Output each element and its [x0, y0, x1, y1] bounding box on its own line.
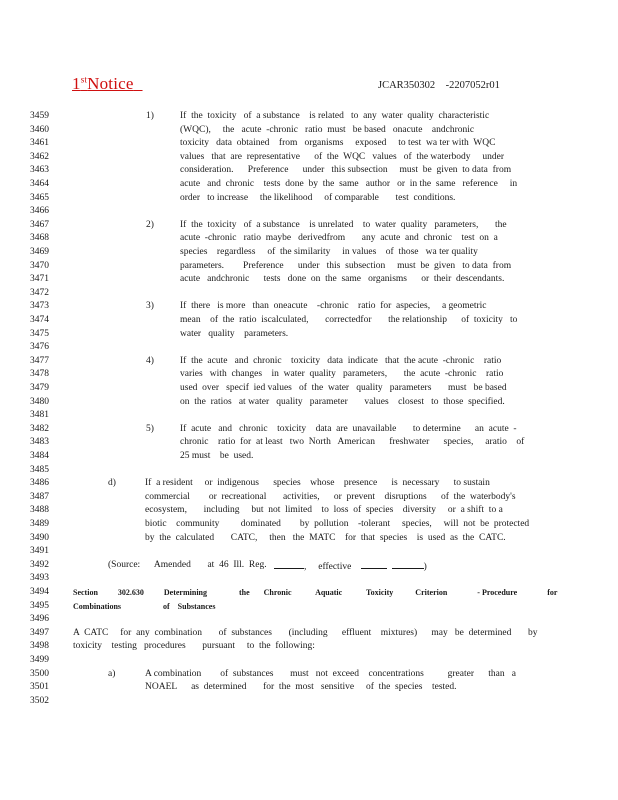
line-number: 3484 [30, 451, 49, 461]
document-line-text: If the acute and chronic toxicity data indicate that the acute -chronic ratio [180, 356, 502, 366]
line-number: 3466 [30, 206, 49, 216]
document-line-text: If the toxicity of a substance is unrelated to water quality parameters, the [180, 220, 507, 230]
document-line-text: by the calculated CATC, then the MATC for that species is used as the CATC. [145, 533, 506, 543]
line-number: 3479 [30, 383, 49, 393]
document-line-text: A combination of substances must not exceed concentrations greater than a [145, 669, 516, 679]
document-line-text: chronic ratio for at least two North American freshwater species, aratio of [180, 437, 525, 447]
document-line-text: order to increase the likelihood of comparable test conditions. [180, 193, 456, 203]
line-number: 3488 [30, 505, 49, 515]
line-number: 3478 [30, 369, 49, 379]
document-line-text: If a resident or indigenous species whose presence is necessary to sustain [145, 478, 490, 488]
line-number: 3499 [30, 655, 49, 665]
document-line-text: 25 must be used. [180, 451, 254, 461]
notice-superscript: st [80, 74, 88, 85]
line-number: 3494 [30, 587, 49, 597]
line-number: 3497 [30, 628, 49, 638]
document-line-text: NOAEL as determined for the most sensitive of the species tested. [145, 682, 457, 692]
line-number: 3496 [30, 614, 49, 624]
line-number: 3500 [30, 669, 49, 679]
line-number: 3480 [30, 397, 49, 407]
document-line-text: toxicity testing procedures pursuant to the following: [73, 641, 315, 651]
notice-word: Notice [87, 74, 134, 93]
effective-date-blank-1 [361, 560, 387, 569]
document-line-text: If acute and chronic toxicity data are unavailable to determine an acute - [180, 424, 517, 434]
line-number: 3490 [30, 533, 49, 543]
document-line-text: water quality parameters. [180, 329, 289, 339]
line-number: 3475 [30, 329, 49, 339]
document-line-text: commercial or recreational activities, or prevent disruptions of the waterbody's [145, 492, 516, 502]
document-code: JCAR350302 -2207052r01 [378, 80, 500, 91]
line-number: 3498 [30, 641, 49, 651]
line-number: 3477 [30, 356, 49, 366]
document-line-text: Section 302.630 Determining the Chronic Aquatic Toxicity Criterion - Procedure for [73, 588, 558, 597]
date-blank [274, 560, 304, 569]
line-number: 3469 [30, 247, 49, 257]
line-number: 3467 [30, 220, 49, 230]
line-number: 3491 [30, 546, 49, 556]
line-number: 3474 [30, 315, 49, 325]
line-number: 3482 [30, 424, 49, 434]
source-blanks [274, 560, 427, 573]
line-number: 3486 [30, 478, 49, 488]
document-line-text: (Source: Amended at 46 Ill. Reg. [108, 560, 267, 570]
line-number: 3483 [30, 437, 49, 447]
list-marker: 5) [146, 424, 154, 434]
line-number: 3485 [30, 465, 49, 475]
document-line-text: consideration. Preference under this subsection must be given to data from [180, 165, 512, 175]
list-marker: a) [108, 669, 116, 679]
document-line-text: (WQC), the acute -chronic ratio must be based onacute andchronic [180, 125, 475, 135]
line-number: 3476 [30, 342, 49, 352]
source-effective: effective [318, 562, 352, 572]
line-number: 3502 [30, 696, 49, 706]
list-marker: d) [108, 478, 116, 488]
line-number: 3489 [30, 519, 49, 529]
list-marker: 2) [146, 220, 154, 230]
source-comma: , [304, 562, 307, 572]
document-line-text: acute -chronic ratio maybe derivedfrom any acute and chronic test on a [180, 233, 498, 243]
line-number: 3492 [30, 560, 49, 570]
line-number: 3460 [30, 125, 49, 135]
notice-heading [72, 74, 143, 94]
source-close-paren: ) [423, 562, 427, 572]
document-line-text: values that are representative of the WQC values of the waterbody under [180, 152, 505, 162]
line-number: 3493 [30, 573, 49, 583]
line-number: 3487 [30, 492, 49, 502]
line-number: 3468 [30, 233, 49, 243]
effective-date-blank-2 [392, 560, 424, 569]
document-line-text: parameters. Preference under this subsection must be given to data from [180, 261, 512, 271]
line-number: 3472 [30, 288, 49, 298]
line-number: 3465 [30, 193, 49, 203]
line-number: 3495 [30, 601, 49, 611]
document-line-text: A CATC for any combination of substances (including effluent mixtures) may be determined by [73, 628, 538, 638]
document-line-text: If there is more than oneacute -chronic ratio for aspecies, a geometric [180, 301, 487, 311]
line-number: 3462 [30, 152, 49, 162]
line-number: 3461 [30, 138, 49, 148]
line-number: 3501 [30, 682, 49, 692]
document-line-text: varies with changes in water quality parameters, the acute -chronic ratio [180, 369, 504, 379]
line-number: 3471 [30, 274, 49, 284]
document-line-text: species regardless of the similarity in values of those wa ter quality [180, 247, 478, 257]
document-line-text: Combinations of Substances [73, 602, 216, 611]
document-line-text: ecosystem, including but not limited to loss of species diversity or a shift to a [145, 505, 503, 515]
line-number: 3463 [30, 165, 49, 175]
document-line-text: acute and chronic tests done by the same author or in the same reference in [180, 179, 518, 189]
list-marker: 1) [146, 111, 154, 121]
document-line-text: If the toxicity of a substance is related to any water quality characteristic [180, 111, 490, 121]
line-number: 3481 [30, 410, 49, 420]
document-line-text: acute andchronic tests done on the same organisms or their descendants. [180, 274, 505, 284]
document-line-text: toxicity data obtained from organisms exposed to test wa ter with WQC [180, 138, 496, 148]
document-line-text: biotic community dominated by pollution -tolerant species, will not be protected [145, 519, 530, 529]
list-marker: 3) [146, 301, 154, 311]
line-number: 3464 [30, 179, 49, 189]
document-line-text: used over specif ied values of the water quality parameters must be based [180, 383, 507, 393]
line-number: 3473 [30, 301, 49, 311]
notice-number: 1 [72, 74, 81, 93]
document-line-text: on the ratios at water quality parameter values closest to those specified. [180, 397, 505, 407]
line-number: 3470 [30, 261, 49, 271]
document-line-text: mean of the ratio iscalculated, correctedfor the relationship of toxicity to [180, 315, 518, 325]
list-marker: 4) [146, 356, 154, 366]
line-number: 3459 [30, 111, 49, 121]
